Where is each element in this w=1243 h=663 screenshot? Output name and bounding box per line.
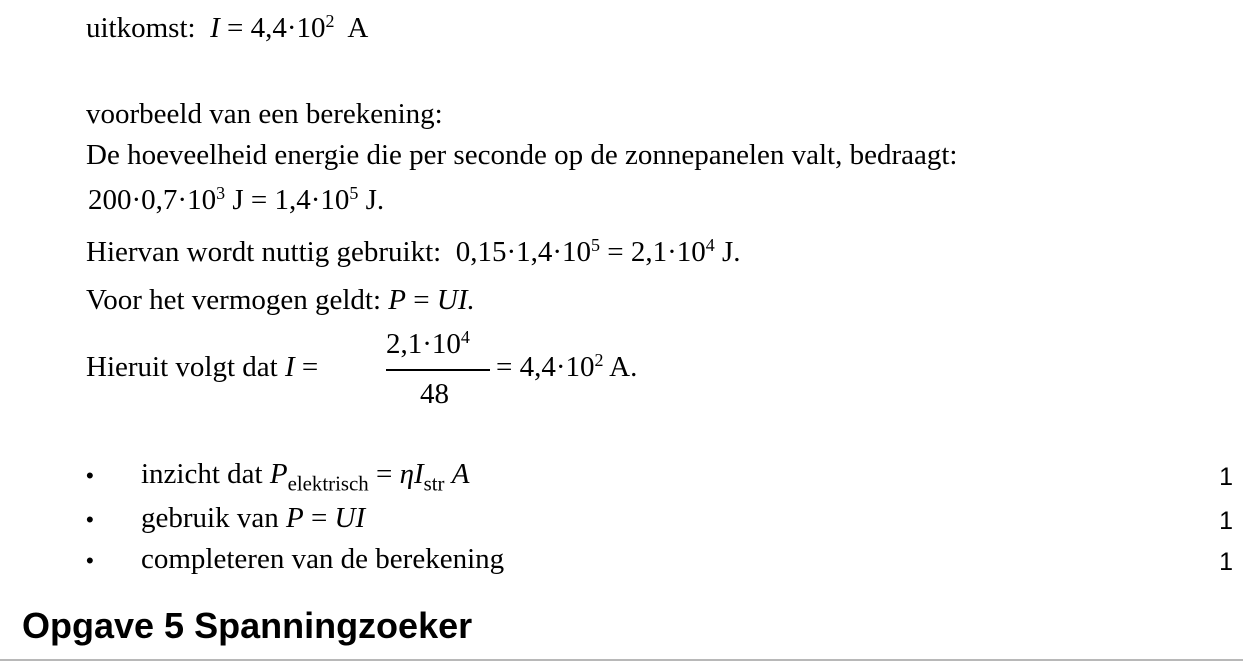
- bullet: •: [86, 548, 94, 573]
- example-line-4-formula: P = UI.: [388, 284, 475, 316]
- criterion-score: 1: [1219, 548, 1233, 576]
- example-line-5-rhs: = $4,4\cdot 10^2$ A.: [496, 350, 638, 383]
- divider: [0, 659, 1243, 661]
- criterion-text: inzicht dat $P_{elektrisch} = \eta I_{str}$ A: [141, 458, 470, 496]
- section-heading: Opgave 5 Spanningzoeker: [22, 605, 473, 646]
- criterion-score: 1: [1219, 463, 1233, 491]
- result-formula: $I = 4,4\cdot 10^2$ A: [210, 11, 369, 44]
- fraction-denominator: 48: [420, 378, 449, 410]
- example-intro: voorbeeld van een berekening:: [86, 98, 443, 130]
- result-label: uitkomst:: [86, 12, 196, 44]
- example-line-1: De hoeveelheid energie die per seconde op de zonnepanelen valt, bedraagt:: [86, 139, 958, 171]
- example-line-3: [86, 235, 741, 268]
- criterion-text: completeren van de berekening: [141, 543, 505, 575]
- example-line-4-text: Voor het vermogen geldt:: [86, 284, 382, 316]
- bullet: •: [86, 463, 94, 488]
- fraction-bar: [386, 369, 490, 371]
- result-line: [86, 11, 369, 44]
- example-line-2: $200\cdot 0,7\cdot 10^3$ $J = 1,4\cdot 10^5$ J.: [88, 183, 385, 216]
- example-line-4: [86, 286, 475, 315]
- example-line-3-formula: $0,15\cdot 1,4\cdot 10^5 = 2,1\cdot 10^4$ J.: [455, 235, 741, 268]
- criterion-text: gebruik van P = UI: [141, 502, 366, 534]
- fraction-numerator: $2,1\cdot 10^4$: [386, 327, 470, 360]
- example-line-3-text: Hiervan wordt nuttig gebruikt:: [86, 236, 442, 268]
- bullet: •: [86, 507, 94, 532]
- criterion-score: 1: [1219, 507, 1233, 535]
- example-line-5-text: Hieruit volgt dat I =: [86, 351, 319, 383]
